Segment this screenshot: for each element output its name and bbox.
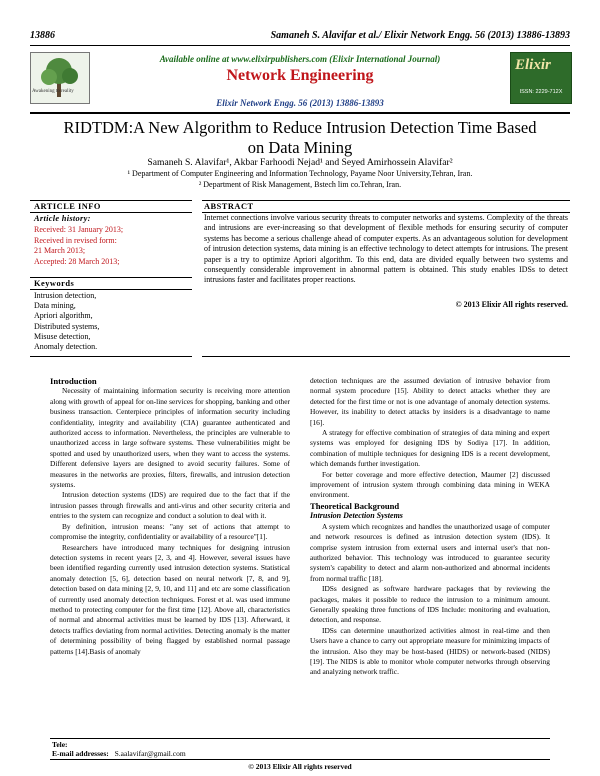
revised-label: Received in revised form: [34, 235, 117, 245]
paragraph: A system which recognizes and handles the unauthorized usage of computer and network resources is defined as intrusion detection system (IDS). It comprise system intrusion from external users and internal user's that non-authorized behavior. This technology was introduced to guarantee security system's capability to detect and alarm non-authorized and abnormal incidents from normal traffic [18]. [310, 521, 550, 583]
article-info-rule [30, 212, 192, 213]
accepted-date: Accepted: 28 March 2013; [34, 256, 120, 266]
tree-icon [31, 53, 89, 103]
elixir-logo [510, 52, 572, 104]
paragraph: Researchers have introduced many techniques for designing intrusion detection systems in recent years [2, 3, and 4]. However, several issues have been identified regarding currently used intrusion detection systems. Statistical anomaly detection [5, 6], detection based on neural network [7, 8, and 9], detection based on data mining [2, 9, 10, and 11] and etc are some classification of currently used anomaly detection techniques. Forest et al. was used immune method to protecting computer for the first time [12]. Above all, characteristics of normal and abnormal activities must be learned by IDS [13]. Afterward, it detects traffics deviating from normal activities. Detecting anomaly is the matter of determining possibility of being flagged by established normal passage patterns [14].Basis of anomaly [50, 542, 290, 656]
paragraph: IDSs designed as software hardware packages that by reviewing the packages, makes it possible to reduce the intrusion to a minimum amount. Generally speaking three functions of IDS Include: monitoring and evaluation, detection, and response. [310, 584, 550, 625]
logo-caption: Awakening to reality [32, 89, 74, 94]
keyword: Anomaly detection. [34, 342, 98, 352]
email-link[interactable]: S.aalavifar@gmail.com [114, 749, 186, 758]
abstract-rule-top [202, 200, 570, 201]
theoretical-background-heading: Theoretical Background [310, 500, 400, 511]
abstract-copyright: © 2013 Elixir All rights reserved. [455, 300, 568, 309]
paragraph: IDSs can determine unauthorized activities almost in real-time and then Users have a chance to carry out appropriate measure for minimizing impacts of the intrusion. Also they may be host-based (HIDS) or network-based (NIDS) [19]. The NIDS is able to monitor whole computer networks through observing and analyzing network traffic. [310, 625, 550, 677]
banner-rule [30, 112, 570, 114]
journal-name: Network Engineering [226, 67, 374, 84]
paper-title: RIDTDM:A New Algorithm to Reduce Intrusion Detection Time Based on Data Mining [63, 118, 537, 157]
email-label: E-mail addresses: [52, 749, 109, 758]
publisher-logo [30, 52, 90, 104]
keyword-list [34, 291, 194, 352]
affiliation-2: ² Department of Risk Management, Bstech lim co.Tehran, Iran. [198, 180, 402, 189]
history-heading: Article history: [34, 214, 91, 223]
affiliation-1: ¹ Department of Computer Engineering and Information Technology, Payame Noor University,Tehran, Iran. [127, 169, 473, 178]
available-online: Available online at www.elixirpublishers.com (Elixir International Journal) [159, 54, 441, 64]
authors: Samaneh S. Alavifar¹, Akbar Farhoodi Nejad¹ and Seyed Amirhossein Alavifar² [147, 157, 453, 168]
running-title: Samaneh S. Alavifar et al./ Elixir Network Engg. 56 (2013) 13886-13893 [270, 30, 570, 41]
footer-rule-2 [50, 759, 550, 760]
article-info-rule-bottom [30, 356, 192, 357]
header-rule [30, 45, 570, 46]
keyword: Apriori algorithm, [34, 311, 93, 321]
paragraph: Intrusion detection systems (IDS) are required due to the fact that if the intrusion passes through firewalls and anti-virus and other security criteria and entries to the system can recognize and conduct a solution to deal with it. [50, 490, 290, 521]
keywords-heading: Keywords [34, 279, 75, 288]
journal-citation: Elixir Network Engg. 56 (2013) 13886-13893 [216, 98, 384, 108]
elixir-logo-text: Elixir [515, 57, 551, 73]
paragraph: detection techniques are the assumed deviation of intrusive behavior from normal system procedure [15]. Ability to detect attacks whether they are detected for the first time or not is one advantage of anomaly detection systems. However, its inability to detect attacks by insiders is a disadvantage to name [16]. [310, 376, 550, 427]
paragraph: Necessity of maintaining information security is receiving more attention along with growth of appeal for on-line services for shopping, banking and other business transaction. Centerpiece principles of information security including confidentiality, integrity and availability (CIA) guarantee authenticated and authorized access to information. Nevertheless, the principles are vulnerable to unauthorized access in large software systems. These vulnerabilities might be spotted and used by unauthorized users, when they want to access the systems. Different defensive layers are designed to avoid security failures. Some of measures in the networks are proxies, filters, firewalls, and intrusion detection systems. [50, 386, 290, 490]
abstract-rule-bottom [202, 356, 570, 357]
body-right-column [310, 376, 550, 678]
issn: ISSN: 2229-712X [519, 89, 563, 95]
ids-subheading: Intrusion Detection Systems [310, 511, 403, 521]
article-info-rule-top [30, 200, 192, 201]
keyword: Distributed systems, [34, 321, 100, 331]
paragraph: For better coverage and more effective detection, Maumer [2] discussed improvement of intrusion system through combining data mining in WEKA environment. [310, 469, 550, 500]
footer-copyright: © 2013 Elixir All rights reserved [248, 762, 352, 771]
paragraph: A strategy for effective combination of strategies of data mining and expert systems was employed for designing IDS by Sodiya [17]. In addition, combination of multiple techniques for designing IDS is a recent development, which demands further investigation. [310, 428, 550, 469]
revised-date: 21 March 2013; [34, 246, 86, 255]
keyword: Misuse detection, [34, 331, 91, 341]
abstract-heading: ABSTRACT [204, 202, 254, 211]
introduction-heading: Introduction [50, 376, 97, 386]
keywords-rule-2 [30, 289, 192, 290]
page-number: 13886 [30, 30, 55, 41]
footer-rule [50, 738, 550, 739]
keyword: Data mining, [34, 301, 76, 311]
keyword: Intrusion detection, [34, 291, 97, 300]
abstract-text: Internet connections involve various security threats to computer networks and systems. Complexity of the threats and intrusions are ever-increasing so that development of flexible methods for ensuring security of computer systems has become a serious challenge ahead of computer experts. As an advantageous solution for development of intrusion detection systems, data mining is an effective technology to detect attempts for intrusions. The present paper is a try to optimize Apriori algorithm. To this end, data are divided equally between two systems and consequently considerable improvement in abnormal pattern is obtained. This study enables IDSs to detect intrusions faster and facilitates proper reactions. [204, 213, 568, 285]
received-date: Received: 31 January 2013; [34, 225, 124, 234]
article-history [34, 225, 194, 267]
keywords-rule [30, 277, 192, 278]
paragraph: By definition, intrusion means: "any set of actions that attempt to compromise the integrity, confidentiality or availability of a resource"[1]. [50, 521, 290, 542]
article-info-heading: ARTICLE INFO [34, 202, 101, 211]
tele-label: Tele: [52, 740, 68, 749]
body-left-column [50, 376, 290, 657]
email-line [52, 749, 186, 758]
